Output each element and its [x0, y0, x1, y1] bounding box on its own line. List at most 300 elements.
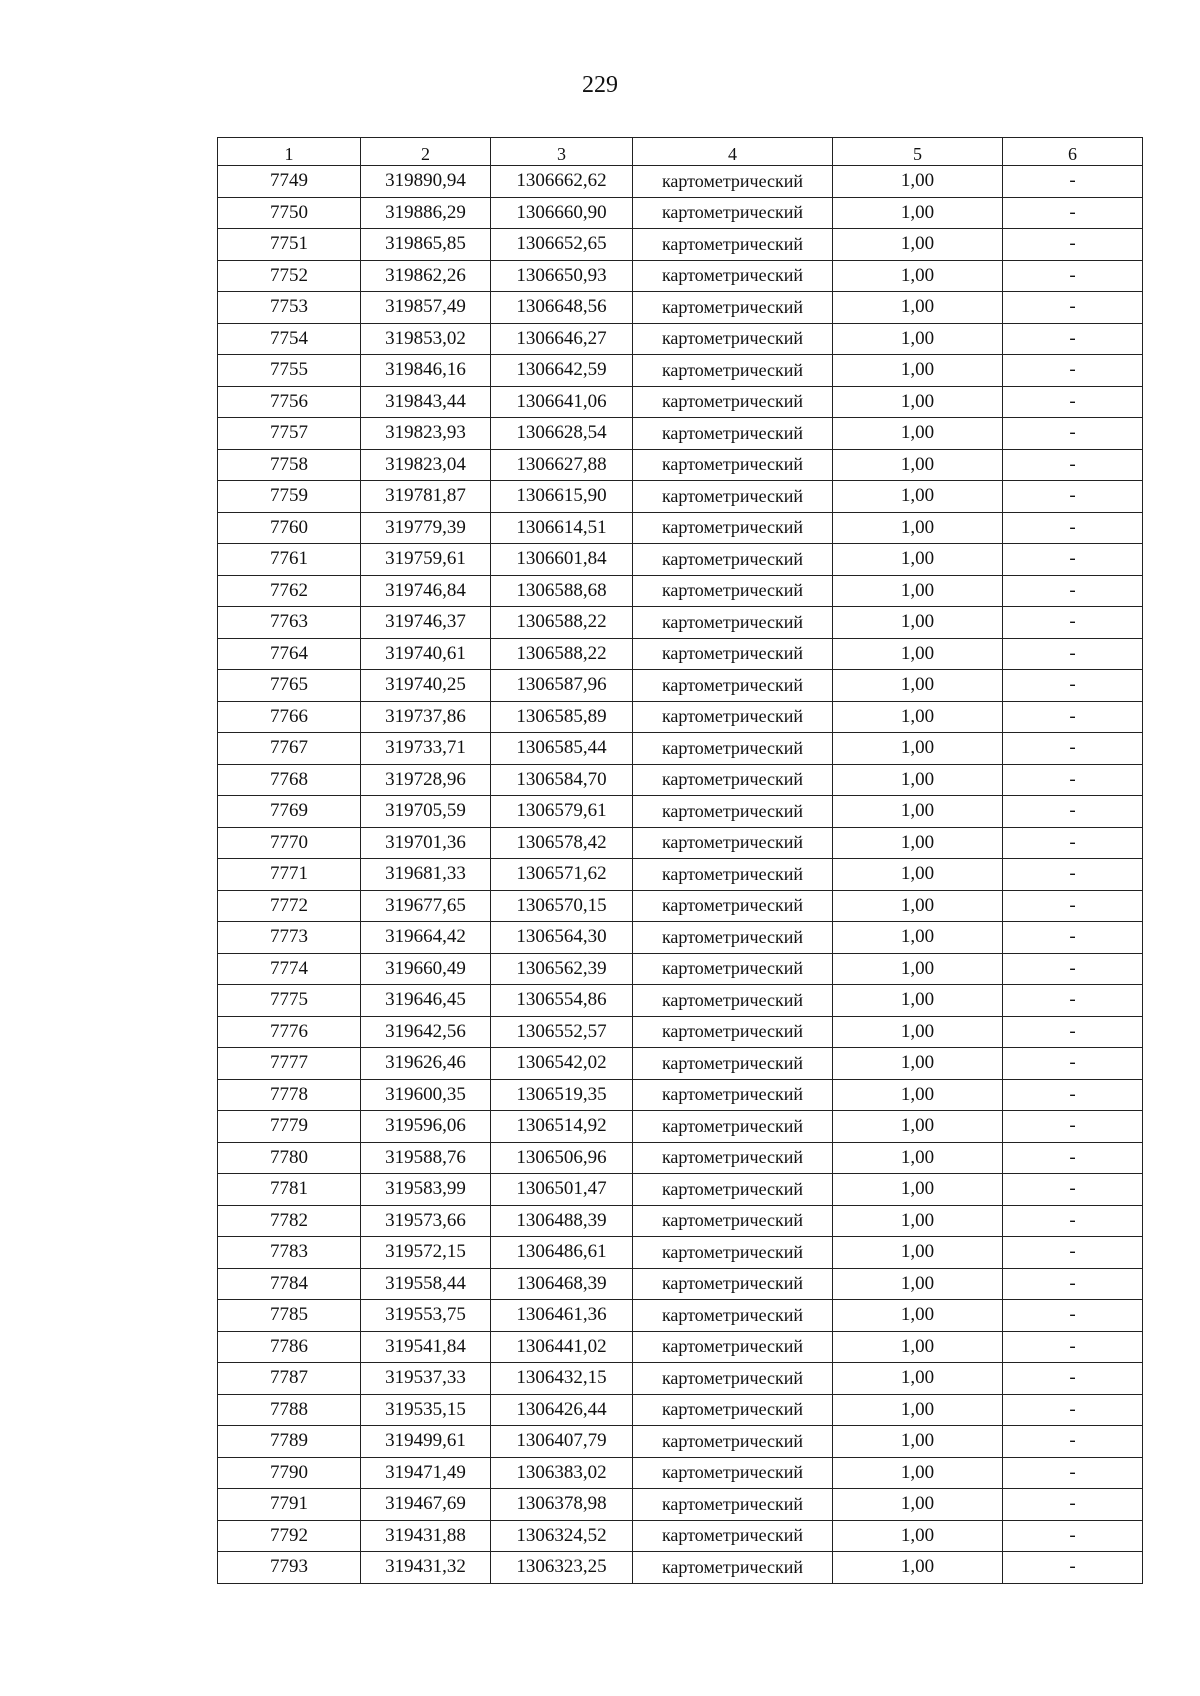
note-cell: - — [1003, 985, 1143, 1017]
point-number-cell: 7778 — [218, 1079, 361, 1111]
note-cell: - — [1003, 1363, 1143, 1395]
table-row — [218, 670, 1143, 702]
y-coordinate-cell: 1306571,62 — [491, 859, 633, 891]
table-row — [218, 922, 1143, 954]
note-cell: - — [1003, 355, 1143, 387]
note-cell: - — [1003, 481, 1143, 513]
accuracy-cell: 1,00 — [833, 1048, 1003, 1080]
x-coordinate-cell: 319843,44 — [361, 386, 491, 418]
accuracy-cell: 1,00 — [833, 292, 1003, 324]
accuracy-cell: 1,00 — [833, 512, 1003, 544]
accuracy-cell: 1,00 — [833, 1016, 1003, 1048]
y-coordinate-cell: 1306506,96 — [491, 1142, 633, 1174]
x-coordinate-cell: 319746,37 — [361, 607, 491, 639]
x-coordinate-cell: 319853,02 — [361, 323, 491, 355]
accuracy-cell: 1,00 — [833, 796, 1003, 828]
accuracy-cell: 1,00 — [833, 1457, 1003, 1489]
method-cell: картометрический — [633, 1142, 833, 1174]
x-coordinate-cell: 319677,65 — [361, 890, 491, 922]
method-cell: картометрический — [633, 544, 833, 576]
accuracy-cell: 1,00 — [833, 733, 1003, 765]
method-cell: картометрический — [633, 1174, 833, 1206]
method-cell: картометрический — [633, 796, 833, 828]
method-cell: картометрический — [633, 355, 833, 387]
x-coordinate-cell: 319737,86 — [361, 701, 491, 733]
note-cell: - — [1003, 1111, 1143, 1143]
x-coordinate-cell: 319642,56 — [361, 1016, 491, 1048]
note-cell: - — [1003, 449, 1143, 481]
accuracy-cell: 1,00 — [833, 197, 1003, 229]
x-coordinate-cell: 319558,44 — [361, 1268, 491, 1300]
point-number-cell: 7779 — [218, 1111, 361, 1143]
accuracy-cell: 1,00 — [833, 1426, 1003, 1458]
accuracy-cell: 1,00 — [833, 323, 1003, 355]
x-coordinate-cell: 319701,36 — [361, 827, 491, 859]
accuracy-cell: 1,00 — [833, 607, 1003, 639]
note-cell: - — [1003, 1331, 1143, 1363]
x-coordinate-cell: 319626,46 — [361, 1048, 491, 1080]
table-row — [218, 953, 1143, 985]
page-number: 229 — [582, 72, 618, 98]
y-coordinate-cell: 1306588,22 — [491, 638, 633, 670]
accuracy-cell: 1,00 — [833, 260, 1003, 292]
table-row — [218, 1489, 1143, 1521]
accuracy-cell: 1,00 — [833, 890, 1003, 922]
column-header: 2 — [361, 138, 491, 166]
x-coordinate-cell: 319681,33 — [361, 859, 491, 891]
note-cell: - — [1003, 827, 1143, 859]
table-row — [218, 1552, 1143, 1584]
y-coordinate-cell: 1306628,54 — [491, 418, 633, 450]
table-row — [218, 890, 1143, 922]
column-header: 4 — [633, 138, 833, 166]
accuracy-cell: 1,00 — [833, 575, 1003, 607]
accuracy-cell: 1,00 — [833, 1268, 1003, 1300]
method-cell: картометрический — [633, 323, 833, 355]
x-coordinate-cell: 319660,49 — [361, 953, 491, 985]
accuracy-cell: 1,00 — [833, 1111, 1003, 1143]
table-row — [218, 638, 1143, 670]
accuracy-cell: 1,00 — [833, 764, 1003, 796]
note-cell: - — [1003, 701, 1143, 733]
point-number-cell: 7770 — [218, 827, 361, 859]
point-number-cell: 7787 — [218, 1363, 361, 1395]
point-number-cell: 7765 — [218, 670, 361, 702]
method-cell: картометрический — [633, 512, 833, 544]
x-coordinate-cell: 319740,25 — [361, 670, 491, 702]
method-cell: картометрический — [633, 1331, 833, 1363]
point-number-cell: 7767 — [218, 733, 361, 765]
x-coordinate-cell: 319431,32 — [361, 1552, 491, 1584]
y-coordinate-cell: 1306432,15 — [491, 1363, 633, 1395]
table-row — [218, 796, 1143, 828]
x-coordinate-cell: 319600,35 — [361, 1079, 491, 1111]
x-coordinate-cell: 319733,71 — [361, 733, 491, 765]
point-number-cell: 7782 — [218, 1205, 361, 1237]
note-cell: - — [1003, 1426, 1143, 1458]
table-row — [218, 733, 1143, 765]
table-row — [218, 1237, 1143, 1269]
point-number-cell: 7783 — [218, 1237, 361, 1269]
note-cell: - — [1003, 575, 1143, 607]
method-cell: картометрический — [633, 1016, 833, 1048]
x-coordinate-cell: 319596,06 — [361, 1111, 491, 1143]
y-coordinate-cell: 1306579,61 — [491, 796, 633, 828]
table-row — [218, 449, 1143, 481]
accuracy-cell: 1,00 — [833, 1237, 1003, 1269]
point-number-cell: 7777 — [218, 1048, 361, 1080]
method-cell: картометрический — [633, 1237, 833, 1269]
table-row — [218, 292, 1143, 324]
accuracy-cell: 1,00 — [833, 1363, 1003, 1395]
point-number-cell: 7769 — [218, 796, 361, 828]
note-cell: - — [1003, 1268, 1143, 1300]
table-row — [218, 1142, 1143, 1174]
y-coordinate-cell: 1306407,79 — [491, 1426, 633, 1458]
accuracy-cell: 1,00 — [833, 859, 1003, 891]
table-row — [218, 1205, 1143, 1237]
table-row — [218, 701, 1143, 733]
x-coordinate-cell: 319499,61 — [361, 1426, 491, 1458]
method-cell: картометрический — [633, 859, 833, 891]
y-coordinate-cell: 1306584,70 — [491, 764, 633, 796]
y-coordinate-cell: 1306501,47 — [491, 1174, 633, 1206]
point-number-cell: 7766 — [218, 701, 361, 733]
y-coordinate-cell: 1306585,89 — [491, 701, 633, 733]
y-coordinate-cell: 1306441,02 — [491, 1331, 633, 1363]
x-coordinate-cell: 319746,84 — [361, 575, 491, 607]
method-cell: картометрический — [633, 481, 833, 513]
y-coordinate-cell: 1306601,84 — [491, 544, 633, 576]
note-cell: - — [1003, 1237, 1143, 1269]
y-coordinate-cell: 1306646,27 — [491, 323, 633, 355]
x-coordinate-cell: 319431,88 — [361, 1520, 491, 1552]
table-row — [218, 1363, 1143, 1395]
method-cell: картометрический — [633, 764, 833, 796]
method-cell: картометрический — [633, 292, 833, 324]
method-cell: картометрический — [633, 1205, 833, 1237]
accuracy-cell: 1,00 — [833, 638, 1003, 670]
note-cell: - — [1003, 890, 1143, 922]
accuracy-cell: 1,00 — [833, 418, 1003, 450]
method-cell: картометрический — [633, 733, 833, 765]
note-cell: - — [1003, 544, 1143, 576]
y-coordinate-cell: 1306641,06 — [491, 386, 633, 418]
note-cell: - — [1003, 512, 1143, 544]
column-header: 1 — [218, 138, 361, 166]
y-coordinate-cell: 1306323,25 — [491, 1552, 633, 1584]
table-row — [218, 512, 1143, 544]
accuracy-cell: 1,00 — [833, 1394, 1003, 1426]
accuracy-cell: 1,00 — [833, 1552, 1003, 1584]
x-coordinate-cell: 319781,87 — [361, 481, 491, 513]
y-coordinate-cell: 1306662,62 — [491, 166, 633, 198]
table-row — [218, 1394, 1143, 1426]
table-row — [218, 197, 1143, 229]
method-cell: картометрический — [633, 229, 833, 261]
accuracy-cell: 1,00 — [833, 1520, 1003, 1552]
accuracy-cell: 1,00 — [833, 1205, 1003, 1237]
accuracy-cell: 1,00 — [833, 166, 1003, 198]
method-cell: картометрический — [633, 670, 833, 702]
point-number-cell: 7784 — [218, 1268, 361, 1300]
y-coordinate-cell: 1306650,93 — [491, 260, 633, 292]
header-row — [218, 138, 1143, 166]
coordinates-table — [217, 137, 1143, 1584]
table-row — [218, 607, 1143, 639]
note-cell: - — [1003, 953, 1143, 985]
column-header: 6 — [1003, 138, 1143, 166]
accuracy-cell: 1,00 — [833, 1174, 1003, 1206]
y-coordinate-cell: 1306588,68 — [491, 575, 633, 607]
accuracy-cell: 1,00 — [833, 827, 1003, 859]
table-row — [218, 229, 1143, 261]
accuracy-cell: 1,00 — [833, 1489, 1003, 1521]
method-cell: картометрический — [633, 1552, 833, 1584]
accuracy-cell: 1,00 — [833, 355, 1003, 387]
point-number-cell: 7788 — [218, 1394, 361, 1426]
method-cell: картометрический — [633, 166, 833, 198]
y-coordinate-cell: 1306627,88 — [491, 449, 633, 481]
note-cell: - — [1003, 1489, 1143, 1521]
y-coordinate-cell: 1306652,65 — [491, 229, 633, 261]
method-cell: картометрический — [633, 1426, 833, 1458]
note-cell: - — [1003, 922, 1143, 954]
point-number-cell: 7761 — [218, 544, 361, 576]
x-coordinate-cell: 319537,33 — [361, 1363, 491, 1395]
point-number-cell: 7764 — [218, 638, 361, 670]
point-number-cell: 7756 — [218, 386, 361, 418]
note-cell: - — [1003, 1174, 1143, 1206]
point-number-cell: 7789 — [218, 1426, 361, 1458]
note-cell: - — [1003, 1394, 1143, 1426]
method-cell: картометрический — [633, 1394, 833, 1426]
note-cell: - — [1003, 1552, 1143, 1584]
x-coordinate-cell: 319573,66 — [361, 1205, 491, 1237]
point-number-cell: 7785 — [218, 1300, 361, 1332]
point-number-cell: 7771 — [218, 859, 361, 891]
table-row — [218, 323, 1143, 355]
note-cell: - — [1003, 796, 1143, 828]
table-row — [218, 1331, 1143, 1363]
method-cell: картометрический — [633, 1457, 833, 1489]
x-coordinate-cell: 319728,96 — [361, 764, 491, 796]
column-header: 5 — [833, 138, 1003, 166]
y-coordinate-cell: 1306383,02 — [491, 1457, 633, 1489]
note-cell: - — [1003, 260, 1143, 292]
accuracy-cell: 1,00 — [833, 544, 1003, 576]
y-coordinate-cell: 1306554,86 — [491, 985, 633, 1017]
note-cell: - — [1003, 197, 1143, 229]
note-cell: - — [1003, 1079, 1143, 1111]
point-number-cell: 7751 — [218, 229, 361, 261]
method-cell: картометрический — [633, 985, 833, 1017]
y-coordinate-cell: 1306542,02 — [491, 1048, 633, 1080]
method-cell: картометрический — [633, 1048, 833, 1080]
point-number-cell: 7749 — [218, 166, 361, 198]
x-coordinate-cell: 319467,69 — [361, 1489, 491, 1521]
x-coordinate-cell: 319588,76 — [361, 1142, 491, 1174]
accuracy-cell: 1,00 — [833, 985, 1003, 1017]
x-coordinate-cell: 319759,61 — [361, 544, 491, 576]
point-number-cell: 7776 — [218, 1016, 361, 1048]
accuracy-cell: 1,00 — [833, 701, 1003, 733]
column-header: 3 — [491, 138, 633, 166]
y-coordinate-cell: 1306562,39 — [491, 953, 633, 985]
note-cell: - — [1003, 670, 1143, 702]
point-number-cell: 7791 — [218, 1489, 361, 1521]
point-number-cell: 7757 — [218, 418, 361, 450]
accuracy-cell: 1,00 — [833, 229, 1003, 261]
method-cell: картометрический — [633, 418, 833, 450]
table-row — [218, 1300, 1143, 1332]
y-coordinate-cell: 1306564,30 — [491, 922, 633, 954]
y-coordinate-cell: 1306552,57 — [491, 1016, 633, 1048]
method-cell: картометрический — [633, 638, 833, 670]
y-coordinate-cell: 1306648,56 — [491, 292, 633, 324]
x-coordinate-cell: 319823,93 — [361, 418, 491, 450]
table-row — [218, 1457, 1143, 1489]
accuracy-cell: 1,00 — [833, 922, 1003, 954]
note-cell: - — [1003, 859, 1143, 891]
point-number-cell: 7781 — [218, 1174, 361, 1206]
point-number-cell: 7758 — [218, 449, 361, 481]
table-row — [218, 985, 1143, 1017]
point-number-cell: 7774 — [218, 953, 361, 985]
note-cell: - — [1003, 764, 1143, 796]
accuracy-cell: 1,00 — [833, 1079, 1003, 1111]
table-row — [218, 764, 1143, 796]
point-number-cell: 7759 — [218, 481, 361, 513]
accuracy-cell: 1,00 — [833, 1331, 1003, 1363]
x-coordinate-cell: 319705,59 — [361, 796, 491, 828]
note-cell: - — [1003, 1520, 1143, 1552]
point-number-cell: 7768 — [218, 764, 361, 796]
accuracy-cell: 1,00 — [833, 481, 1003, 513]
note-cell: - — [1003, 323, 1143, 355]
note-cell: - — [1003, 1142, 1143, 1174]
table-row — [218, 481, 1143, 513]
y-coordinate-cell: 1306660,90 — [491, 197, 633, 229]
point-number-cell: 7786 — [218, 1331, 361, 1363]
table-row — [218, 827, 1143, 859]
y-coordinate-cell: 1306468,39 — [491, 1268, 633, 1300]
note-cell: - — [1003, 1048, 1143, 1080]
method-cell: картометрический — [633, 827, 833, 859]
y-coordinate-cell: 1306615,90 — [491, 481, 633, 513]
table-row — [218, 260, 1143, 292]
table-row — [218, 1111, 1143, 1143]
x-coordinate-cell: 319664,42 — [361, 922, 491, 954]
y-coordinate-cell: 1306570,15 — [491, 890, 633, 922]
accuracy-cell: 1,00 — [833, 386, 1003, 418]
y-coordinate-cell: 1306461,36 — [491, 1300, 633, 1332]
y-coordinate-cell: 1306426,44 — [491, 1394, 633, 1426]
x-coordinate-cell: 319541,84 — [361, 1331, 491, 1363]
method-cell: картометрический — [633, 701, 833, 733]
point-number-cell: 7754 — [218, 323, 361, 355]
point-number-cell: 7755 — [218, 355, 361, 387]
table-row — [218, 1426, 1143, 1458]
note-cell: - — [1003, 1457, 1143, 1489]
method-cell: картометрический — [633, 197, 833, 229]
method-cell: картометрический — [633, 1363, 833, 1395]
point-number-cell: 7753 — [218, 292, 361, 324]
note-cell: - — [1003, 607, 1143, 639]
x-coordinate-cell: 319740,61 — [361, 638, 491, 670]
x-coordinate-cell: 319583,99 — [361, 1174, 491, 1206]
method-cell: картометрический — [633, 1300, 833, 1332]
method-cell: картометрический — [633, 1520, 833, 1552]
y-coordinate-cell: 1306514,92 — [491, 1111, 633, 1143]
accuracy-cell: 1,00 — [833, 953, 1003, 985]
x-coordinate-cell: 319646,45 — [361, 985, 491, 1017]
table-row — [218, 544, 1143, 576]
accuracy-cell: 1,00 — [833, 670, 1003, 702]
method-cell: картометрический — [633, 953, 833, 985]
y-coordinate-cell: 1306519,35 — [491, 1079, 633, 1111]
table-row — [218, 1079, 1143, 1111]
note-cell: - — [1003, 418, 1143, 450]
table-row — [218, 1048, 1143, 1080]
x-coordinate-cell: 319572,15 — [361, 1237, 491, 1269]
table-row — [218, 166, 1143, 198]
table-row — [218, 355, 1143, 387]
method-cell: картометрический — [633, 607, 833, 639]
note-cell: - — [1003, 386, 1143, 418]
x-coordinate-cell: 319553,75 — [361, 1300, 491, 1332]
table-row — [218, 1520, 1143, 1552]
point-number-cell: 7775 — [218, 985, 361, 1017]
table-body — [218, 166, 1143, 1584]
method-cell: картометрический — [633, 890, 833, 922]
method-cell: картометрический — [633, 575, 833, 607]
x-coordinate-cell: 319779,39 — [361, 512, 491, 544]
method-cell: картометрический — [633, 1111, 833, 1143]
point-number-cell: 7780 — [218, 1142, 361, 1174]
method-cell: картометрический — [633, 260, 833, 292]
y-coordinate-cell: 1306578,42 — [491, 827, 633, 859]
note-cell: - — [1003, 1016, 1143, 1048]
y-coordinate-cell: 1306378,98 — [491, 1489, 633, 1521]
table-row — [218, 1268, 1143, 1300]
x-coordinate-cell: 319857,49 — [361, 292, 491, 324]
x-coordinate-cell: 319535,15 — [361, 1394, 491, 1426]
y-coordinate-cell: 1306642,59 — [491, 355, 633, 387]
method-cell: картометрический — [633, 922, 833, 954]
accuracy-cell: 1,00 — [833, 1300, 1003, 1332]
method-cell: картометрический — [633, 449, 833, 481]
table-row — [218, 859, 1143, 891]
note-cell: - — [1003, 166, 1143, 198]
table-row — [218, 1174, 1143, 1206]
point-number-cell: 7760 — [218, 512, 361, 544]
x-coordinate-cell: 319865,85 — [361, 229, 491, 261]
note-cell: - — [1003, 638, 1143, 670]
point-number-cell: 7752 — [218, 260, 361, 292]
y-coordinate-cell: 1306585,44 — [491, 733, 633, 765]
note-cell: - — [1003, 229, 1143, 261]
x-coordinate-cell: 319846,16 — [361, 355, 491, 387]
y-coordinate-cell: 1306614,51 — [491, 512, 633, 544]
x-coordinate-cell: 319886,29 — [361, 197, 491, 229]
x-coordinate-cell: 319823,04 — [361, 449, 491, 481]
point-number-cell: 7772 — [218, 890, 361, 922]
x-coordinate-cell: 319890,94 — [361, 166, 491, 198]
y-coordinate-cell: 1306486,61 — [491, 1237, 633, 1269]
point-number-cell: 7792 — [218, 1520, 361, 1552]
note-cell: - — [1003, 1300, 1143, 1332]
